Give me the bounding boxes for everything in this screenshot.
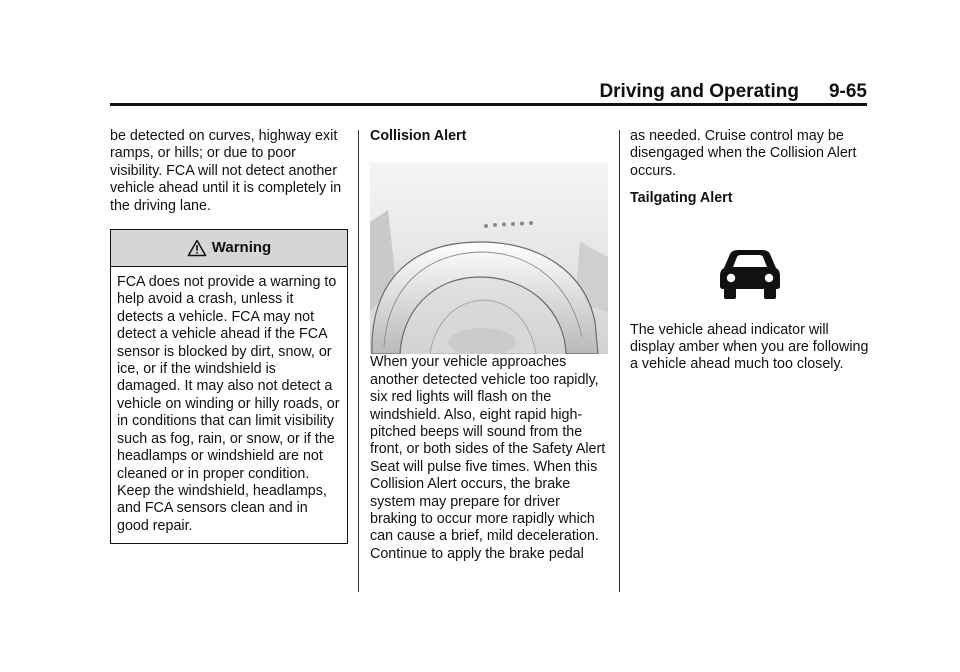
header-rule [110,103,867,106]
steering-wheel-collision-alert-illustration [370,162,608,354]
collision-alert-paragraph: When your vehicle approaches another detected vehicle too rapidly, six red lights will flash on the windshield. Also, eight rapid high-pitched beeps will sound from the front, or both sides of the Safety Alert Seat will pulse five times. When this Collision Alert occurs, the brake system may prepare for driver braking to occur more rapidly which can cause a brief, mild deceleration. Continue to apply the brake pedal [370,354,606,562]
column-2 [370,128,610,563]
column-divider-1 [358,130,359,592]
collision-alert-heading: Collision Alert [370,128,467,144]
column-3 [630,128,870,374]
tailgating-alert-paragraph: The vehicle ahead indicator will display amber when you are following a vehicle ahead much too closely. [630,321,869,373]
warning-title: Warning [211,239,272,257]
section-title: Driving and Operating [599,81,799,102]
page-header [110,80,867,104]
warning-box [110,229,348,544]
vehicle-ahead-icon [718,248,782,300]
cruise-control-paragraph: as needed. Cruise control may be disengaged when the Collision Alert occurs. [630,128,857,179]
tailgating-alert-heading: Tailgating Alert [630,190,733,207]
warning-triangle-icon [187,239,207,257]
warning-header [111,230,347,267]
body-paragraph: be detected on curves, highway exit ramps, or hills; or due to poor visibility. FCA will not detect another vehicle ahead until it is completely in the driving lane. [110,128,342,214]
column-1 [110,128,350,544]
column-divider-2 [619,130,620,592]
page-number: 9-65 [828,81,867,102]
warning-text: FCA does not provide a warning to help avoid a crash, unless it detects a vehicle. FCA may not detect a vehicle ahead if the FCA sensor is blocked by dirt, snow, or ice, or if the windshield is damaged. It may also not detect a vehicle on winding or hilly roads, or in conditions that can limit visibility such as fog, rain, or snow, or if the headlamps or windshield are not cleaned or in proper condition. Keep the windshield, headlamps, and FCA sensors clean and in good repair. [117,274,340,534]
